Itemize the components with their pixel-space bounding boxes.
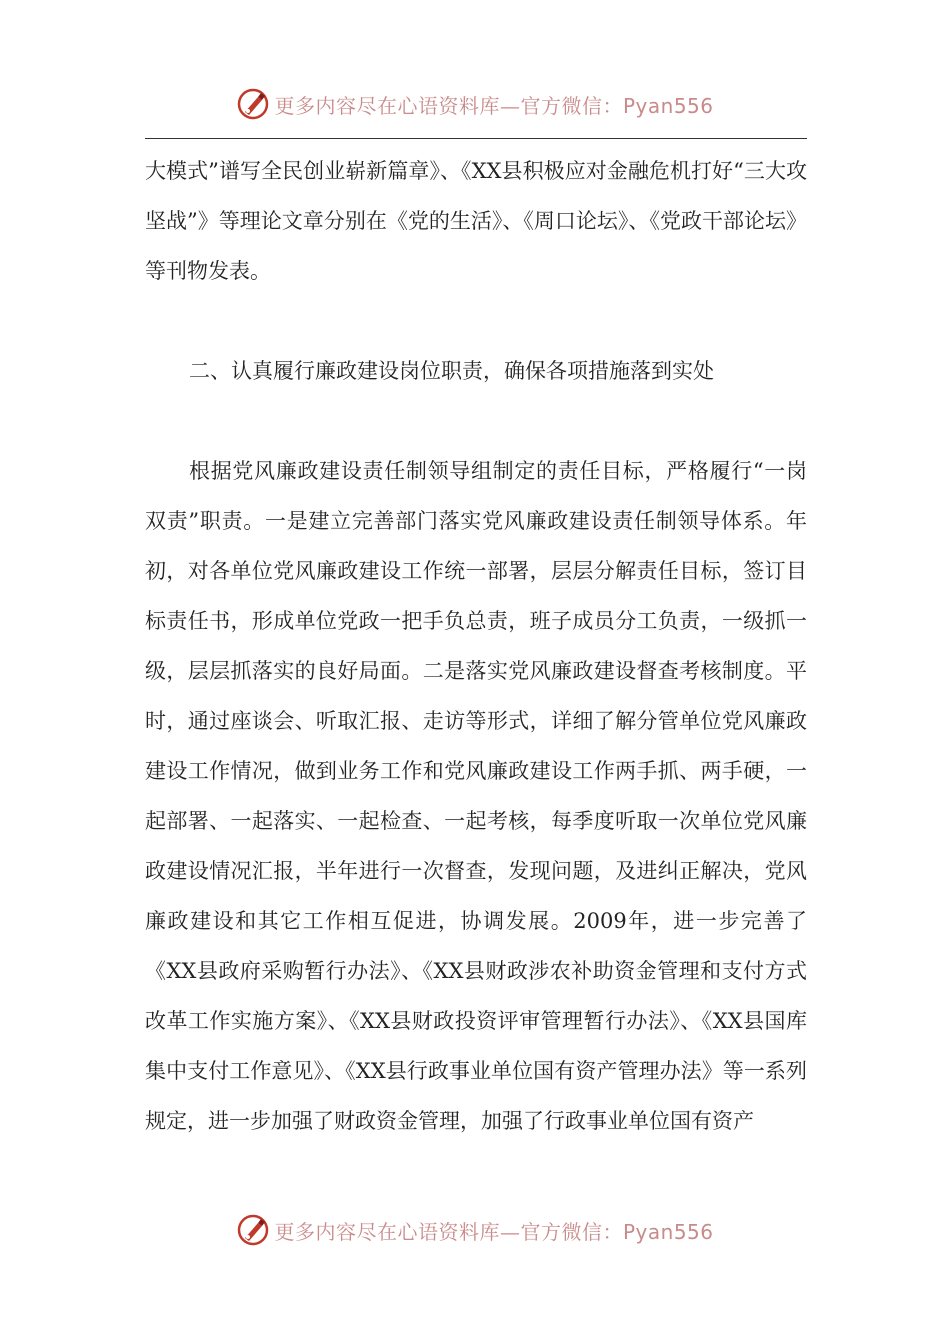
pen-logo-icon — [236, 87, 270, 121]
paragraph-text: 根据党风廉政建设责任制领导组制定的责任目标，严格履行“一岗双责”职责。一是建立完善部门落实党风廉政建设责任制领导体系。年初，对各单位党风廉政建设工作统一部署，层层分解责任目标，签订目标责任书，形成单位党政一把手负总责，班子成员分工负责，一级抓一级，层层抓落实的良好局面。二是落实党风廉政建设督查考核制度。平时，通过座谈会、听取汇报、走访等形式，详细了解分管单位党风廉政建设工作情况，做到业务工作和党风廉政建设工作两手抓、两手硬，一起部署、一起落实、一起检查、一起考核，每季度听取一次单位党风廉政建设情况汇报，半年进行一次督查，发现问题，及进纠正解决，党风廉政建设和其它工作相互促进，协调发展。2009年，进一步完善了《XX县政府采购暂行办法》、《XX县财政涉农补助资金管理和支付方式改革工作实施方案》、《XX县财政投资评审管理暂行办法》、《XX县国库集中支付工作意见》、《XX县行政事业单位国有资产管理办法》等一系列规定，进一步加强了财政资金管理，加强了行政事业单位国有资产 — [145, 459, 807, 1133]
pen-logo-icon — [236, 1213, 270, 1247]
paragraph-text: 大模式”谱写全民创业崭新篇章》、《XX县积极应对金融危机打好“三大攻坚战”》等理论文章分别在《党的生活》、《周口论坛》、《党政干部论坛》等刊物发表。 — [145, 159, 807, 283]
watermark-text: 更多内容尽在心语资料库—官方微信：Pyan556 — [274, 93, 714, 118]
main-paragraph — [145, 446, 807, 1146]
header-divider — [145, 138, 807, 139]
watermark-handle: Pyan556 — [622, 93, 714, 118]
watermark-handle: Pyan556 — [622, 1219, 714, 1244]
continued-paragraph — [145, 146, 807, 296]
footer-watermark — [0, 1208, 950, 1252]
heading-text: 二、认真履行廉政建设岗位职责，确保各项措施落到实处 — [189, 359, 714, 383]
watermark-text: 更多内容尽在心语资料库—官方微信：Pyan556 — [274, 1219, 714, 1244]
section-heading — [145, 346, 807, 396]
header-watermark — [0, 82, 950, 126]
